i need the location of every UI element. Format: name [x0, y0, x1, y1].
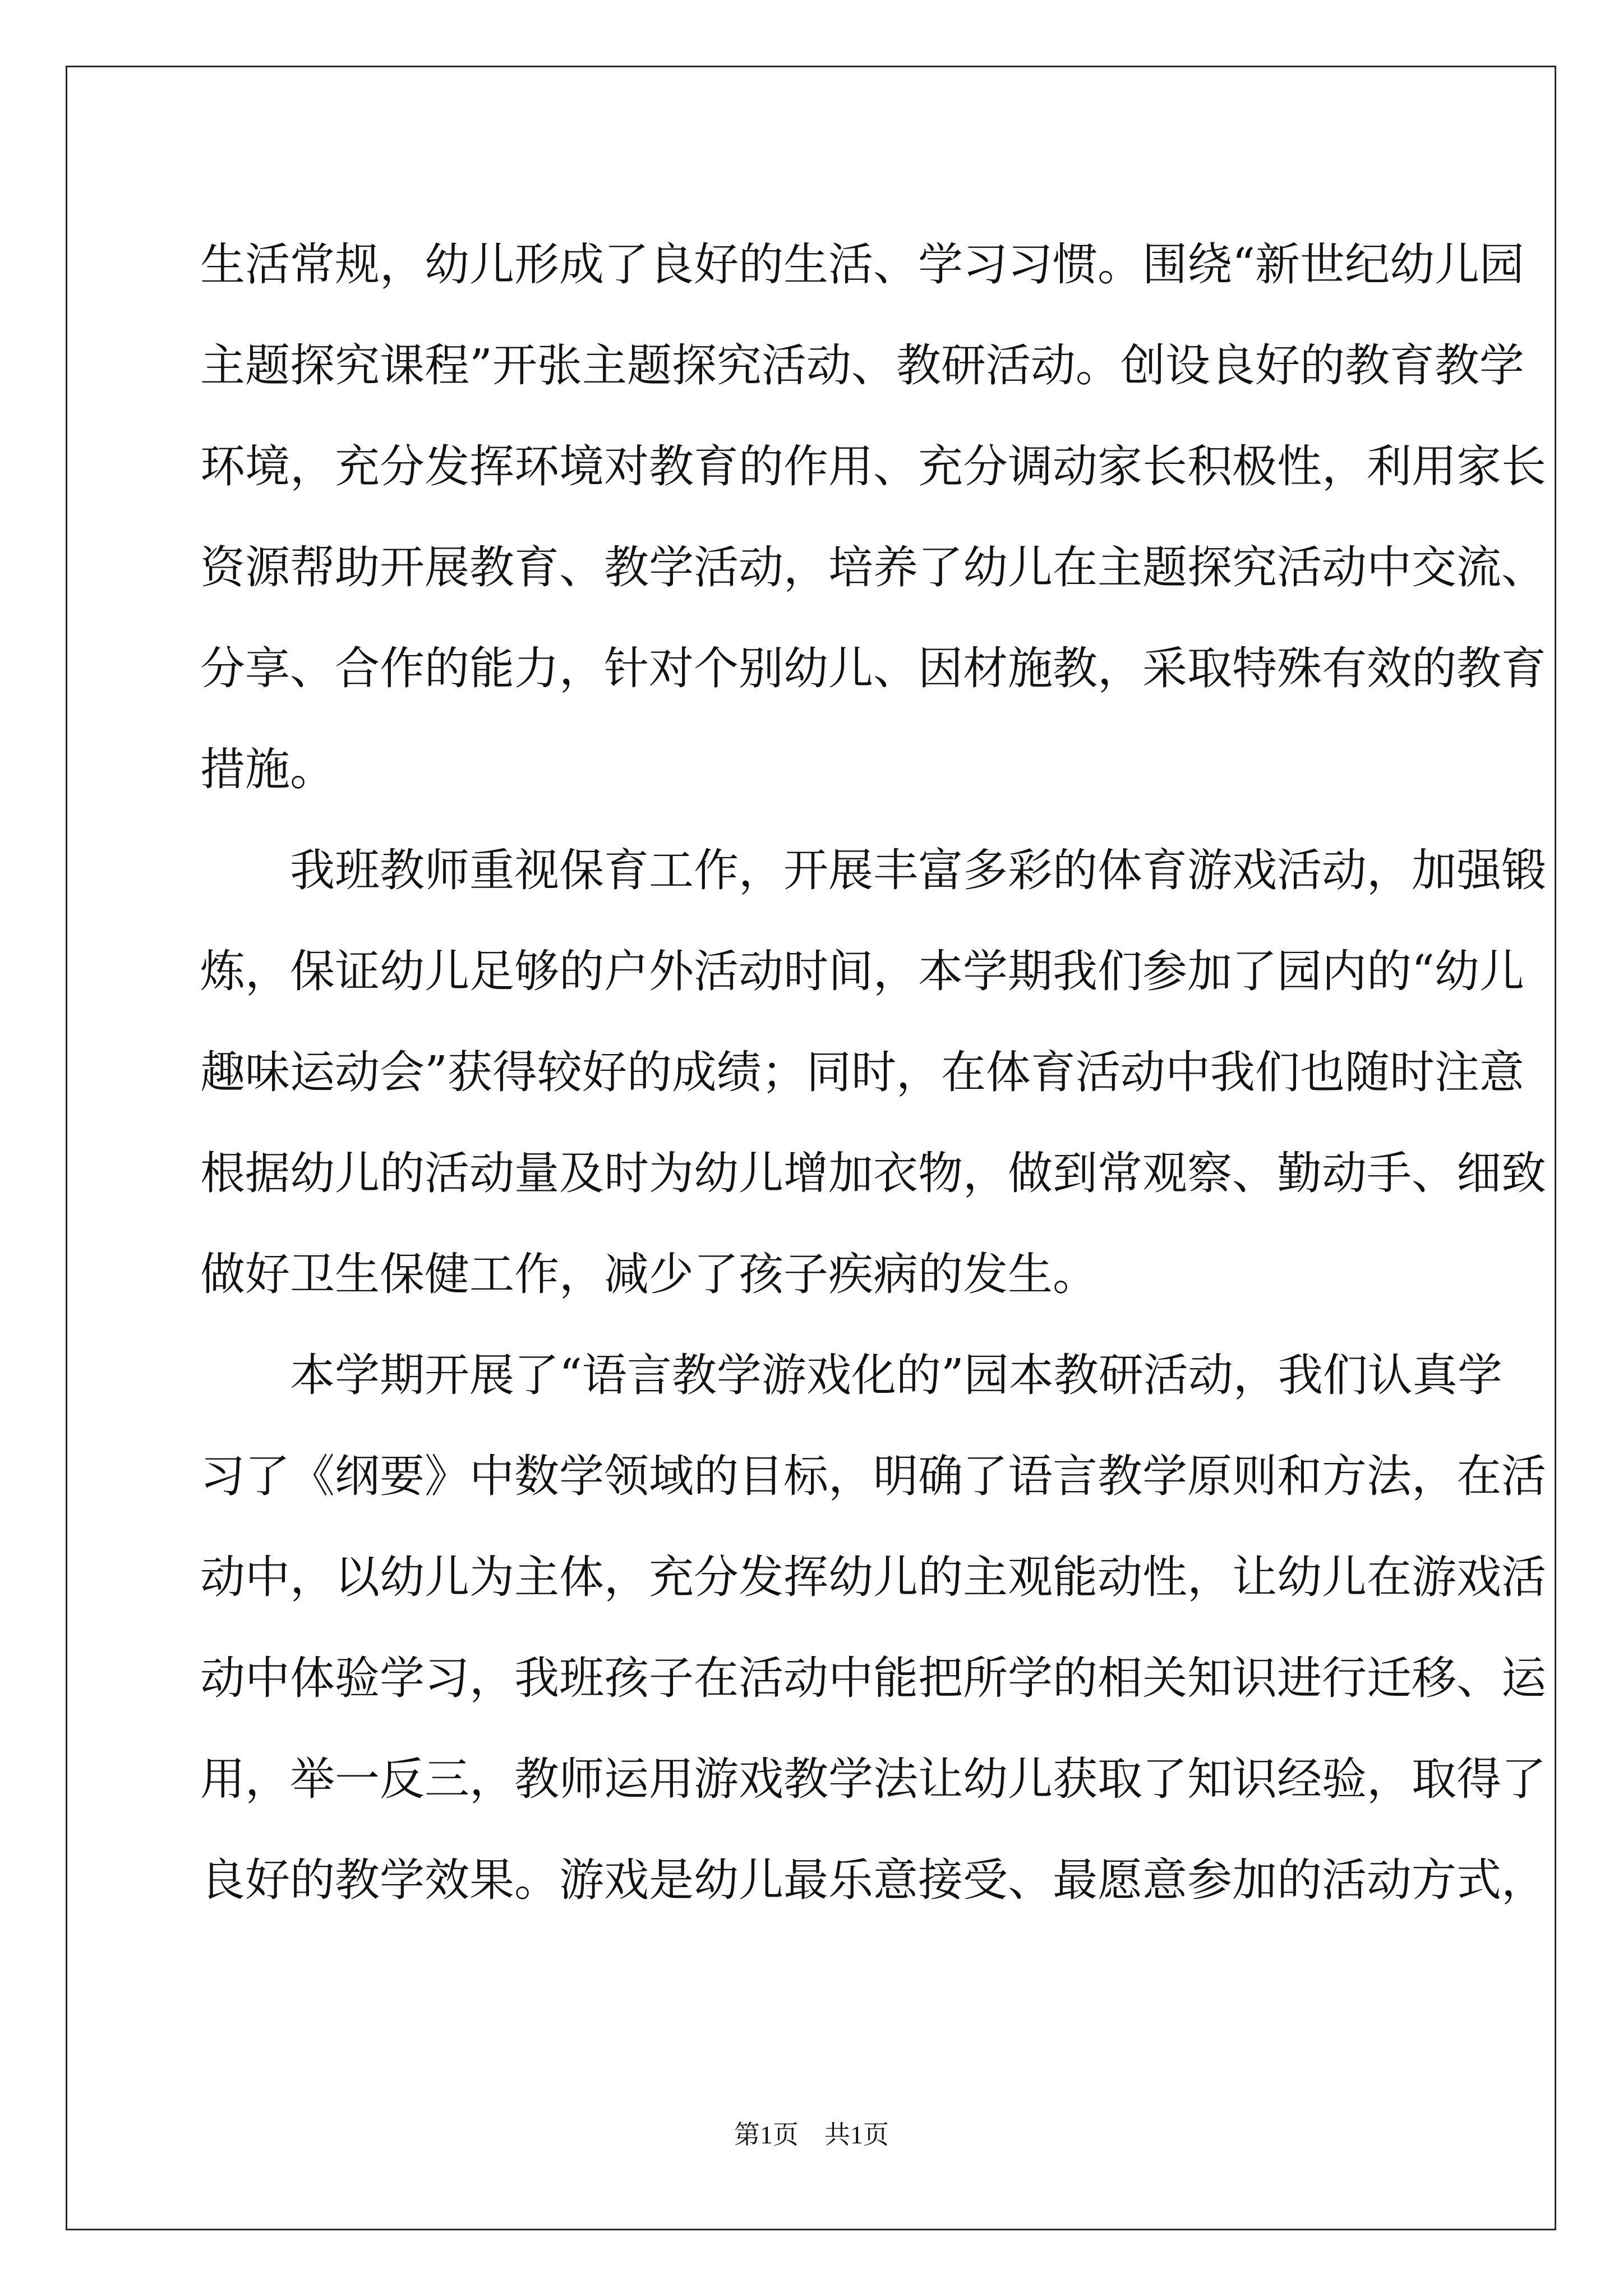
text-line: 动中，以幼儿为主体，充分发挥幼儿的主观能动性，让幼儿在游戏活	[200, 1551, 1546, 1603]
text-line: 动中体验学习，我班孩子在活动中能把所学的相关知识进行迁移、运	[200, 1652, 1546, 1704]
text-line: 分享、合作的能力，针对个别幼儿、因材施教，采取特殊有效的教育	[200, 642, 1546, 694]
text-line: 我班教师重视保育工作，开展丰富多彩的体育游戏活动，加强锻	[200, 844, 1546, 896]
paragraph-1	[200, 214, 1546, 820]
text-line: 良好的教学效果。游戏是幼儿最乐意接受、最愿意参加的活动方式，	[200, 1854, 1546, 1906]
text-line: 生活常规，幼儿形成了良好的生活、学习习惯。围绕“新世纪幼儿园	[200, 238, 1524, 291]
text-line: 本学期开展了“语言教学游戏化的”园本教研活动，我们认真学	[200, 1349, 1502, 1401]
document-body	[200, 214, 1546, 1931]
text-line: 主题探究课程”开张主题探究活动、教研活动。创设良好的教育教学	[200, 339, 1524, 392]
page-number-footer: 第1页 共1页	[734, 2120, 889, 2149]
text-line: 趣味运动会”获得较好的成绩；同时，在体育活动中我们也随时注意	[200, 1046, 1524, 1098]
text-line: 习了《纲要》中数学领域的目标，明确了语言教学原则和方法，在活	[200, 1450, 1546, 1502]
text-line: 用，举一反三，教师运用游戏教学法让幼儿获取了知识经验，取得了	[200, 1753, 1546, 1805]
paragraph-3	[200, 1325, 1546, 1931]
text-line: 根据幼儿的活动量及时为幼儿增加衣物，做到常观察、勤动手、细致	[200, 1147, 1546, 1199]
text-line: 炼，保证幼儿足够的户外活动时间，本学期我们参加了园内的“幼儿	[200, 945, 1524, 997]
text-line: 措施。	[200, 743, 335, 795]
text-line: 做好卫生保健工作，减少了孩子疾病的发生。	[200, 1248, 1098, 1300]
text-line: 环境，充分发挥环境对教育的作用、充分调动家长积极性，利用家长	[200, 440, 1546, 493]
text-line: 资源帮助开展教育、教学活动，培养了幼儿在主题探究活动中交流、	[200, 541, 1546, 593]
paragraph-2	[200, 820, 1546, 1325]
